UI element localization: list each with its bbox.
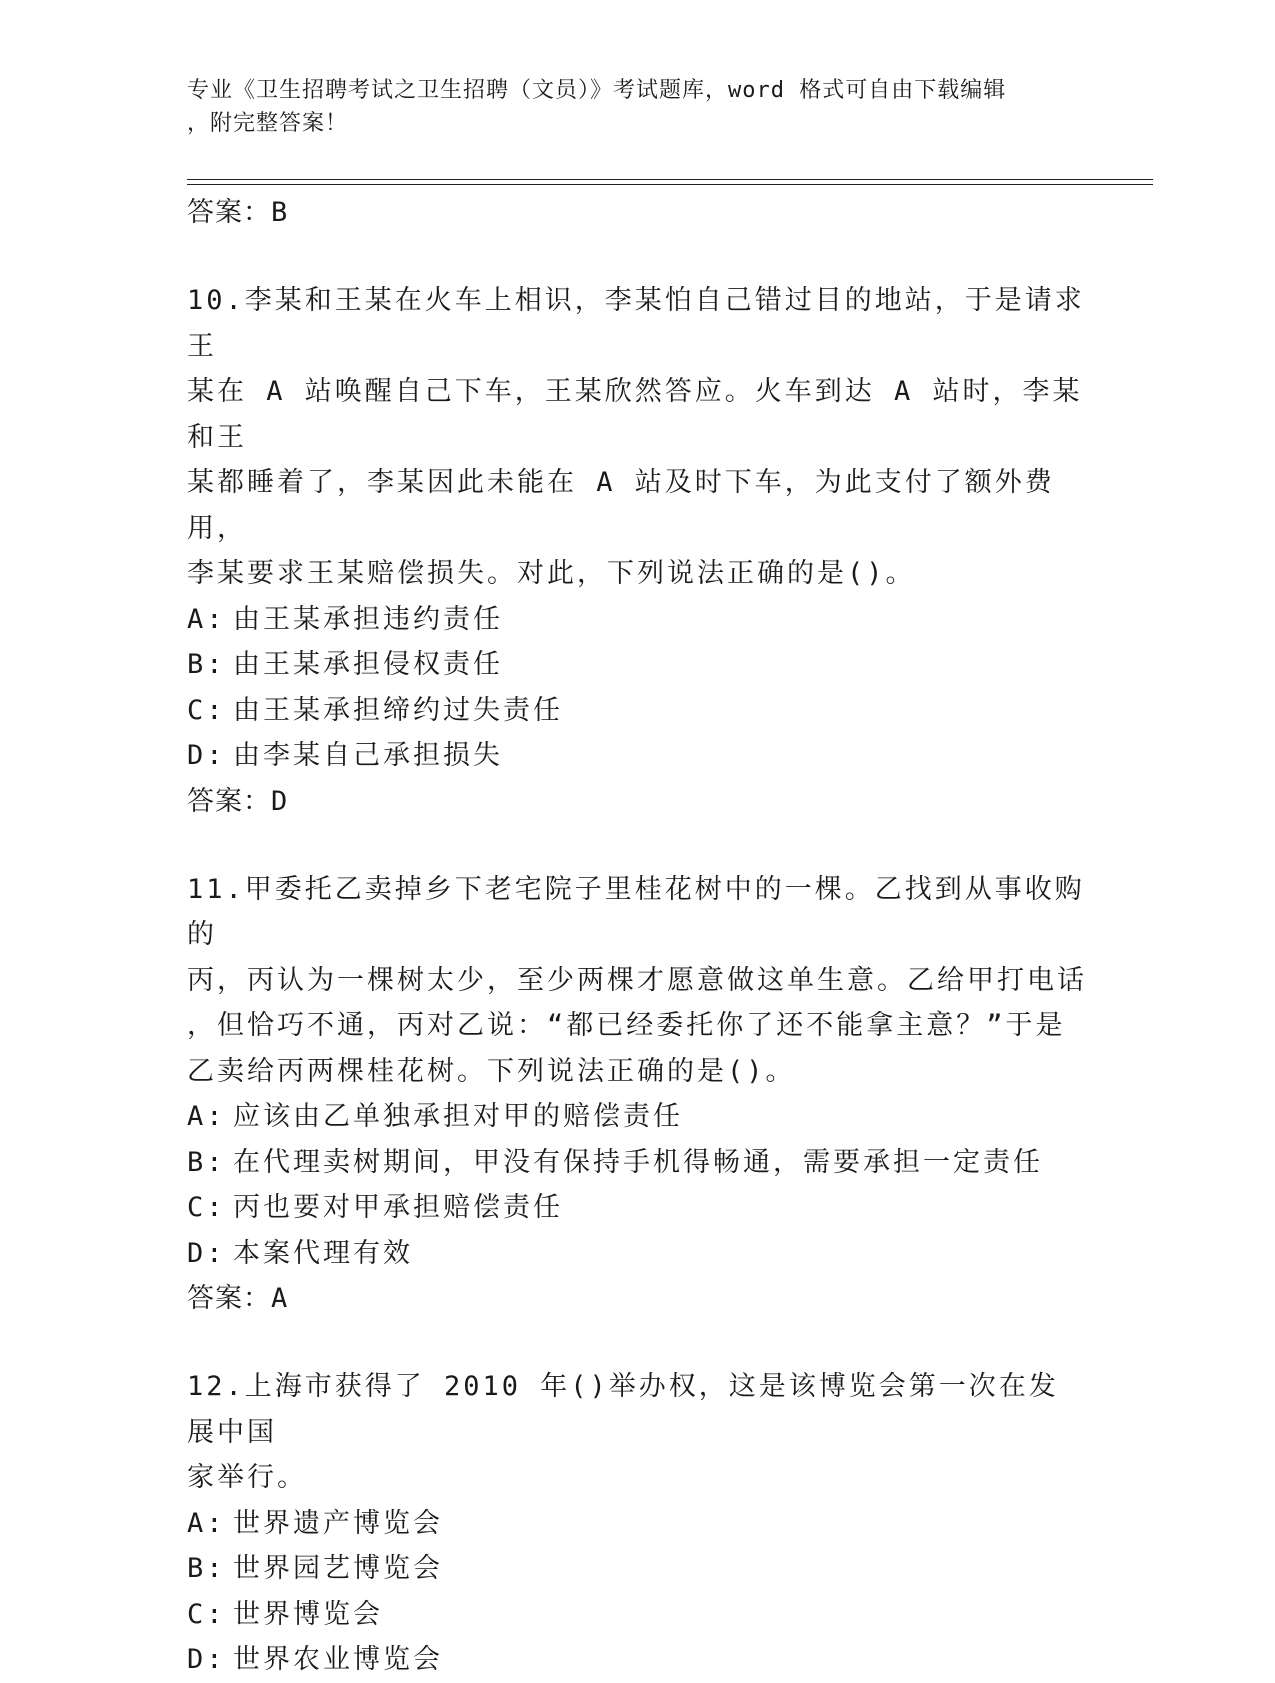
option-text: 应该由乙单独承担对甲的赔偿责任 (233, 1101, 683, 1132)
stem-line: 李某要求王某赔偿损失。对此，下列说法正确的是()。 (187, 558, 916, 589)
option-text: 由王某承担侵权责任 (233, 649, 503, 680)
answer-label: 答案： (187, 197, 271, 228)
option-key: B: (187, 649, 226, 680)
option-key: C: (187, 1192, 226, 1223)
option-d (187, 733, 1087, 779)
answer-value: B (271, 197, 289, 228)
header-divider (187, 179, 1153, 185)
answer-line (187, 1276, 1087, 1322)
document-body (187, 190, 1087, 1683)
option-c (187, 1592, 1087, 1638)
option-text: 由王某承担缔约过失责任 (233, 694, 563, 726)
option-key: D: (187, 1644, 226, 1675)
option-b (187, 1140, 1087, 1186)
option-text: 世界博览会 (233, 1598, 383, 1630)
question-stem (187, 278, 1087, 597)
option-text: 世界农业博览会 (233, 1644, 443, 1675)
option-text: 由李某自己承担损失 (233, 740, 503, 771)
option-key: D: (187, 1237, 226, 1269)
option-text: 由王某承担违约责任 (233, 603, 503, 635)
option-d (187, 1637, 1087, 1683)
answer-value: A (271, 1283, 289, 1314)
option-key: A: (187, 603, 226, 635)
question-11 (187, 867, 1087, 1323)
option-c (187, 1185, 1087, 1231)
option-key: C: (187, 1598, 226, 1630)
answer-line (187, 190, 1087, 236)
option-key: A: (187, 1507, 226, 1539)
question-stem (187, 1364, 1087, 1501)
stem-line: 11.甲委托乙卖掉乡下老宅院子里桂花树中的一棵。乙找到从事收购的 (187, 873, 1085, 950)
option-b (187, 1546, 1087, 1592)
option-key: B: (187, 1553, 226, 1584)
header-line-2: ，附完整答案！ (187, 111, 349, 136)
option-text: 丙也要对甲承担赔偿责任 (233, 1192, 563, 1223)
stem-line: 家举行。 (187, 1462, 307, 1493)
stem-line: ，但恰巧不通，丙对乙说：“都已经委托你了还不能拿主意？”于是 (187, 1010, 1066, 1041)
option-key: B: (187, 1146, 226, 1178)
stem-line: 12.上海市获得了 2010 年()举办权，这是该博览会第一次在发展中国 (187, 1371, 1059, 1448)
stem-line: 某都睡着了，李某因此未能在 A 站及时下车，为此支付了额外费用， (187, 467, 1055, 544)
option-c (187, 688, 1087, 734)
option-text: 本案代理有效 (233, 1237, 413, 1269)
option-key: A: (187, 1101, 226, 1132)
option-text: 在代理卖树期间，甲没有保持手机得畅通，需要承担一定责任 (233, 1146, 1043, 1178)
page-header (187, 74, 1067, 140)
stem-line: 10.李某和王某在火车上相识，李某怕自己错过目的地站，于是请求王 (187, 285, 1085, 362)
option-a (187, 1501, 1087, 1547)
stem-line: 丙，丙认为一棵树太少，至少两棵才愿意做这单生意。乙给甲打电话 (187, 964, 1087, 996)
question-10 (187, 278, 1087, 825)
option-a (187, 1094, 1087, 1140)
option-b (187, 642, 1087, 688)
question-12 (187, 1364, 1087, 1683)
answer-value: D (271, 785, 289, 817)
option-key: D: (187, 740, 226, 771)
option-key: C: (187, 694, 226, 726)
question-stem (187, 867, 1087, 1095)
header-line-1: 专业《卫生招聘考试之卫生招聘（文员）》考试题库，word 格式可自由下载编辑 (187, 78, 1007, 103)
stem-line: 某在 A 站唤醒自己下车，王某欣然答应。火车到达 A 站时，李某和王 (187, 376, 1083, 453)
answer-label: 答案： (187, 785, 271, 817)
option-text: 世界遗产博览会 (233, 1507, 443, 1539)
stem-line: 乙卖给丙两棵桂花树。下列说法正确的是()。 (187, 1055, 796, 1087)
option-d (187, 1231, 1087, 1277)
answer-label: 答案： (187, 1283, 271, 1314)
option-text: 世界园艺博览会 (233, 1553, 443, 1584)
option-a (187, 597, 1087, 643)
answer-line (187, 779, 1087, 825)
